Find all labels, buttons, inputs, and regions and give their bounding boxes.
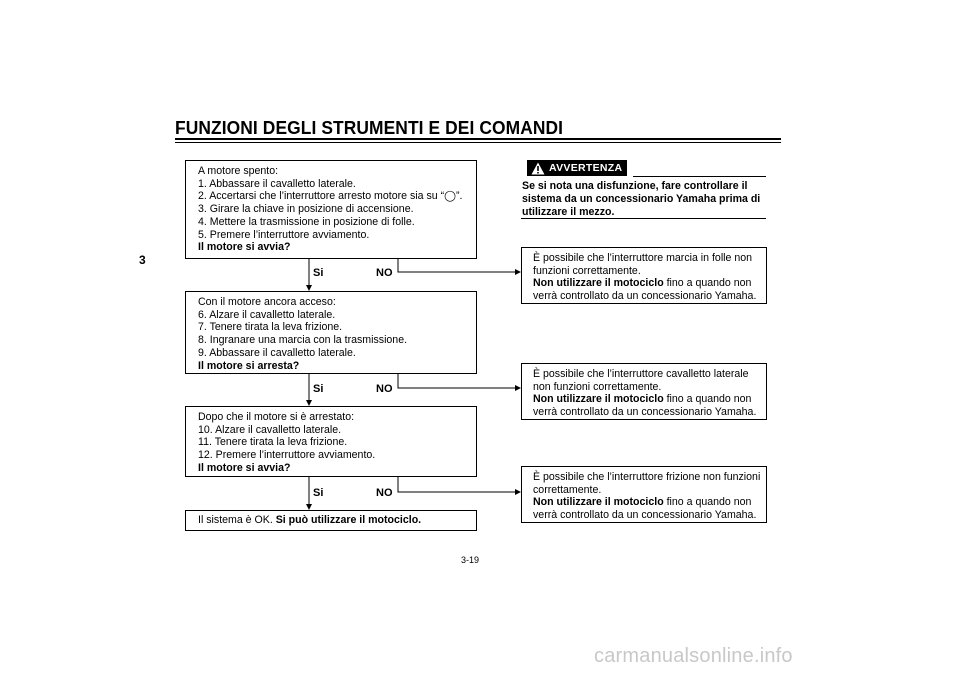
step-2-line: Con il motore ancora acceso:: [198, 296, 336, 308]
flow-step-3-box: [185, 406, 477, 477]
outcome-line: [533, 393, 766, 406]
step-1-line: 2. Accertarsi che l’interruttore arresto motore sia su “◯”.: [198, 190, 463, 203]
outcome-box-1: [521, 247, 767, 304]
no-arrow-2: [398, 373, 520, 388]
yes-label-1: Si: [313, 267, 324, 279]
warning-badge-label: AVVERTENZA: [549, 162, 623, 174]
step-2-line: 6. Alzare il cavalletto laterale.: [198, 308, 336, 321]
outcome-box-2: [521, 363, 767, 420]
page-title: FUNZIONI DEGLI STRUMENTI E DEI COMANDI: [175, 117, 564, 138]
chapter-tab: 3: [139, 253, 146, 267]
page-number: 3-19: [461, 555, 480, 565]
watermark: carmanualsonline.info: [594, 645, 793, 667]
no-arrow-3: [398, 477, 520, 492]
warning-line: Se si nota una disfunzione, fare controllare il: [522, 180, 748, 192]
outcome-box-3: [521, 466, 767, 523]
step-3-line: 10. Alzare il cavalletto laterale.: [198, 423, 342, 436]
outcome-after-bold: fino a quando non: [663, 277, 752, 290]
outcome-line: verrà controllato da un concessionario Yamaha.: [533, 290, 757, 303]
step-3-question: Il motore si avvia?: [198, 461, 291, 474]
outcome-line: non funzioni correttamente.: [533, 380, 662, 393]
step-3-line: Dopo che il motore si è arrestato:: [198, 411, 355, 423]
step-2-line: 8. Ingranare una marcia con la trasmissione.: [198, 334, 408, 347]
outcome-bold: Non utilizzare il motociclo: [533, 393, 664, 406]
step-2-line: 7. Tenere tirata la leva frizione.: [198, 321, 343, 334]
flow-step-1-box: [185, 160, 477, 259]
warning-badge: [527, 160, 627, 176]
step-3-line: 11. Tenere tirata la leva frizione.: [198, 436, 348, 449]
yes-label-2: Si: [313, 383, 324, 395]
step-1-line: 4. Mettere la trasmissione in posizione di folle.: [198, 215, 415, 228]
step-2-line: 9. Abbassare il cavalletto laterale.: [198, 346, 356, 359]
step-3-line: 12. Premere l’interruttore avviamento.: [198, 449, 376, 462]
no-label-2: NO: [376, 383, 393, 395]
final-bold: Si può utilizzare il motociclo.: [275, 514, 422, 526]
final-prefix: Il sistema è OK.: [198, 514, 276, 526]
warning-triangle-icon: [531, 162, 545, 175]
outcome-line: verrà controllato da un concessionario Yamaha.: [533, 509, 757, 522]
step-1-question: Il motore si avvia?: [198, 241, 291, 254]
outcome-line: È possibile che l’interruttore cavalletto laterale: [533, 368, 749, 380]
yes-label-3: Si: [313, 487, 324, 499]
step-1-line: 3. Girare la chiave in posizione di accensione.: [198, 203, 414, 216]
warning-text: [522, 180, 768, 218]
step-2-question: Il motore si arresta?: [198, 359, 300, 372]
flow-final-box: [185, 510, 477, 531]
step-1-line: 5. Premere l’interruttore avviamento.: [198, 228, 370, 241]
warning-line: sistema da un concessionario Yamaha prima di: [522, 192, 761, 205]
no-label-3: NO: [376, 487, 393, 499]
no-arrow-1: [398, 259, 520, 272]
step-1-line: A motore spento:: [198, 165, 279, 177]
outcome-line: È possibile che l’interruttore frizione non funzioni: [533, 471, 761, 483]
outcome-after-bold: fino a quando non: [663, 496, 752, 509]
outcome-bold: Non utilizzare il motociclo: [533, 496, 664, 509]
warning-rule-top: [633, 176, 766, 177]
warning-line: utilizzare il mezzo.: [522, 205, 615, 218]
outcome-line: correttamente.: [533, 483, 602, 496]
step-1-line: 1. Abbassare il cavalletto laterale.: [198, 177, 356, 190]
no-label-1: NO: [376, 267, 393, 279]
outcome-line: funzioni correttamente.: [533, 264, 641, 277]
outcome-line: [533, 277, 766, 290]
outcome-line: [533, 496, 766, 509]
outcome-line: verrà controllato da un concessionario Yamaha.: [533, 406, 757, 419]
outcome-bold: Non utilizzare il motociclo: [533, 277, 664, 290]
outcome-line: È possibile che l’interruttore marcia in folle non: [533, 252, 753, 264]
warning-rule-bottom: [521, 218, 766, 219]
outcome-after-bold: fino a quando non: [663, 393, 752, 406]
flow-step-2-box: [185, 291, 477, 374]
